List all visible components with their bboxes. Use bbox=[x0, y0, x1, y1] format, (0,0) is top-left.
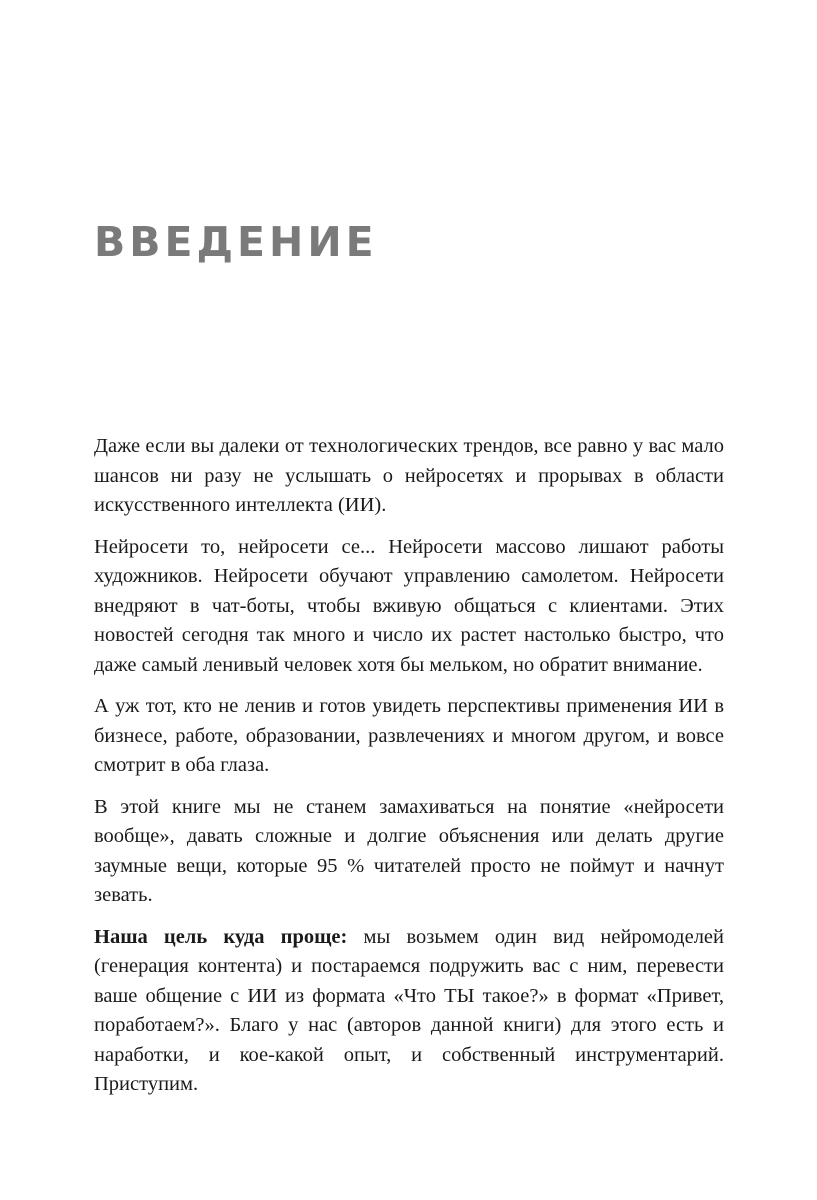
paragraph-5-lead: Наша цель куда проще: bbox=[94, 925, 348, 948]
paragraph-2: Нейросети то, нейросети се... Нейросети массово лишают работы художников. Нейросети обучают управлению самолетом. Нейросети внедряют в чат-боты, чтобы вживую общаться с клиентами. Этих новостей сегодня так много и число их растет настолько быстро, что даже самый ленивый человек хотя бы мельком, но обратит внимание. bbox=[94, 535, 724, 676]
body-text bbox=[94, 432, 724, 1112]
chapter-title: ВВЕДЕНИЕ bbox=[94, 218, 378, 266]
paragraph-5-text: мы возьмем один вид нейромоделей (генерация контента) и постараемся подружить вас с ним, перевести ваше общение с ИИ из формата «Что ТЫ такое?» в формат «Привет, поработаем?». Благо у нас (авторов данной книги) для этого есть и наработки, и кое-какой опыт, и собственный инструментарий. Приступим. bbox=[94, 925, 724, 1095]
paragraph-3: А уж тот, кто не ленив и готов увидеть перспективы применения ИИ в бизнесе, работе, образовании, развлечениях и многом другом, и вовсе смотрит в оба глаза. bbox=[94, 695, 724, 776]
paragraph-4: В этой книге мы не станем замахиваться на понятие «нейросети вообще», давать сложные и долгие объяснения или делать другие заумные вещи, которые 95 % читателей просто не поймут и начнут зевать. bbox=[94, 795, 724, 906]
paragraph-5 bbox=[94, 923, 724, 1100]
paragraph-1: Даже если вы далеки от технологических трендов, все равно у вас мало шансов ни разу не услышать о нейросетях и прорывах в области искусственного интеллекта (ИИ). bbox=[94, 435, 724, 516]
